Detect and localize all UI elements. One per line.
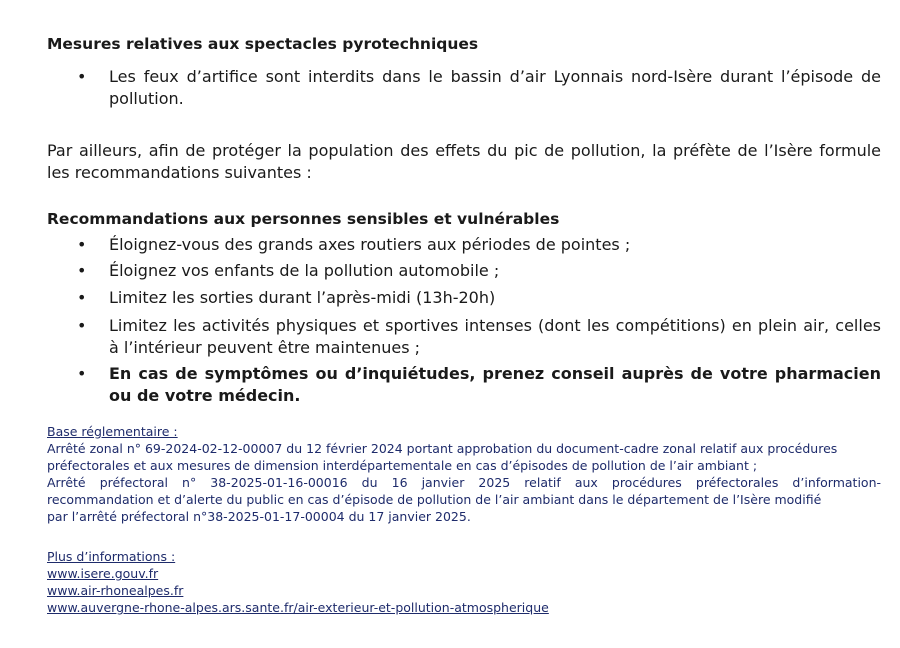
list-item xyxy=(47,260,881,282)
link-ars-sante[interactable]: www.auvergne-rhone-alpes.ars.sante.fr/air-exterieur-et-pollution-atmospherique xyxy=(47,600,549,615)
section-heading-recommendations: Recommandations aux personnes sensibles et vulnérables xyxy=(47,210,560,228)
legal-basis xyxy=(47,423,881,525)
section-heading-pyrotechnics: Mesures relatives aux spectacles pyrotechniques xyxy=(47,35,479,53)
bullet-text: En cas de symptômes ou d’inquiétudes, prenez conseil auprès de votre pharmacien ou de votre médecin. xyxy=(109,364,881,405)
bullet-icon: • xyxy=(77,67,87,86)
intro-paragraph: Par ailleurs, afin de protéger la population des effets du pic de pollution, la préfète de l’Isère formule les recommandations suivantes : xyxy=(47,141,881,182)
link-air-rhonealpes[interactable]: www.air-rhonealpes.fr xyxy=(47,583,184,598)
bullet-icon: • xyxy=(77,316,87,335)
bullet-text: Éloignez-vous des grands axes routiers aux périodes de pointes ; xyxy=(109,235,631,254)
list-item xyxy=(47,66,881,110)
bullet-text: Limitez les sorties durant l’après-midi (13h-20h) xyxy=(109,288,496,307)
bullet-icon: • xyxy=(77,288,87,307)
link-isere-gouv[interactable]: www.isere.gouv.fr xyxy=(47,566,159,581)
bullet-text: Les feux d’artifice sont interdits dans le bassin d’air Lyonnais nord-Isère durant l’épisode de pollution. xyxy=(109,67,881,108)
list-item xyxy=(47,315,881,359)
legal-line: Arrêté préfectoral n° 38-2025-01-16-00016 du 16 janvier 2025 relatif aux procédures préfectorales d’information- xyxy=(47,475,881,490)
bullet-icon: • xyxy=(77,261,87,280)
legal-line: par l’arrêté préfectoral n°38-2025-01-17-00004 du 17 janvier 2025. xyxy=(47,509,471,524)
list-item xyxy=(47,363,881,407)
more-info-label: Plus d’informations : xyxy=(47,549,176,564)
list-item xyxy=(47,234,881,256)
list-item xyxy=(47,287,881,309)
bullet-icon: • xyxy=(77,235,87,254)
legal-line: préfectorales et aux mesures de dimension interdépartementale en cas d’épisodes de pollution de l’air ambiant ; xyxy=(47,458,758,473)
legal-line: recommandation et d’alerte du public en cas d’épisode de pollution de l’air ambiant dans le département de l’Isère modifié xyxy=(47,492,822,507)
legal-line: Arrêté zonal n° 69-2024-02-12-00007 du 12 février 2024 portant approbation du document-cadre zonal relatif aux procédures xyxy=(47,441,838,456)
bullet-icon: • xyxy=(77,364,87,383)
legal-basis-label: Base réglementaire : xyxy=(47,424,178,439)
bullet-text: Éloignez vos enfants de la pollution automobile ; xyxy=(109,261,500,280)
more-info xyxy=(47,548,881,616)
bullet-text: Limitez les activités physiques et sportives intenses (dont les compétitions) en plein air, celles à l’intérieur peuvent être maintenues ; xyxy=(109,316,881,357)
